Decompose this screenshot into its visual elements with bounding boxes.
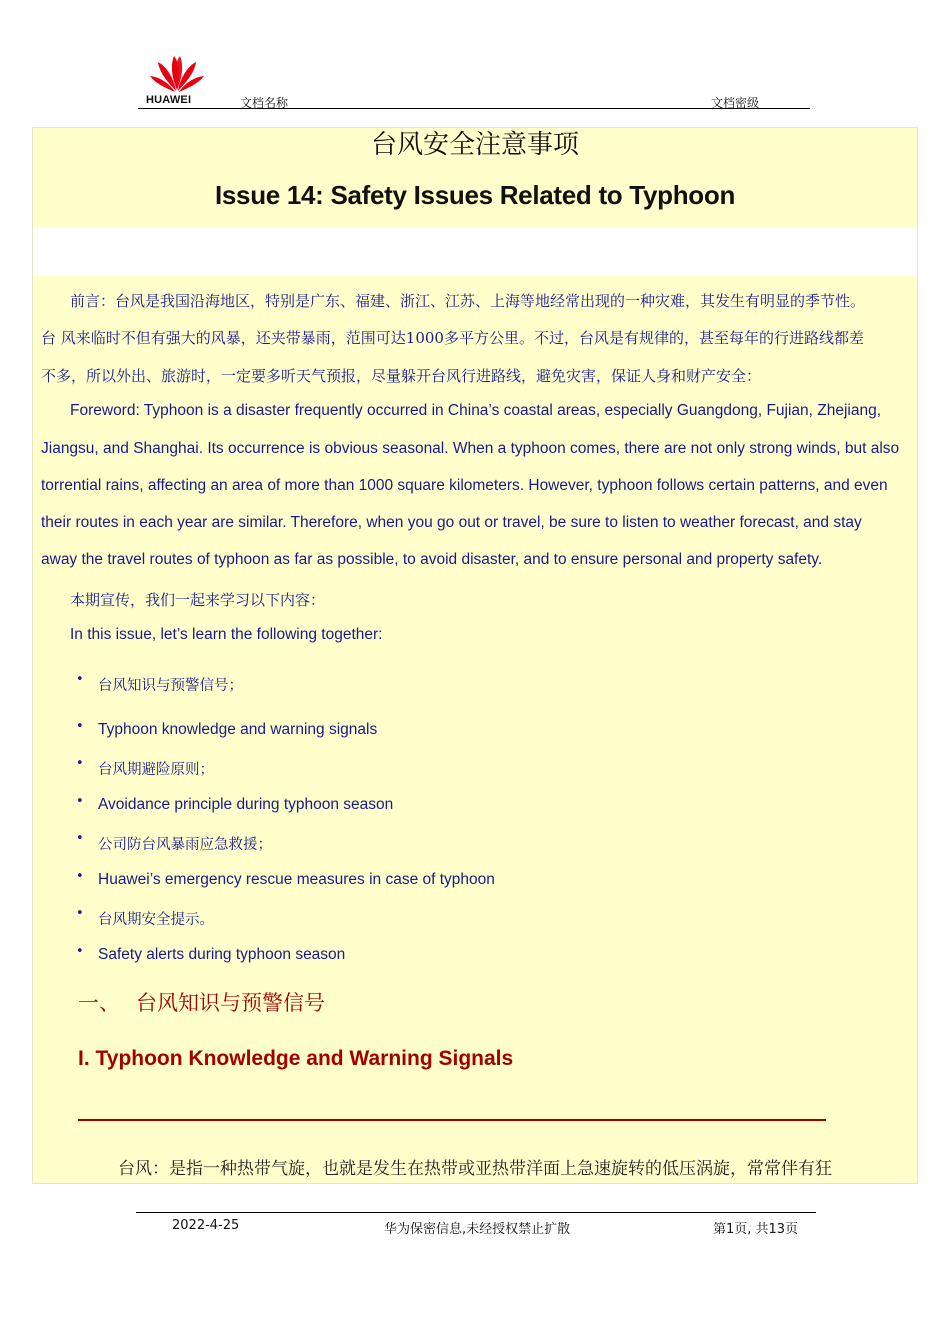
doc-security-label: 文档密级 — [711, 96, 760, 110]
bullet-icon: • — [76, 756, 84, 771]
bullet-icon: • — [76, 672, 84, 687]
logo-text: HUAWEI — [146, 94, 192, 106]
footer-date: 2022-4-25 — [172, 1218, 240, 1233]
foreword-cn-line: 前言：台风是我国沿海地区，特别是广东、福建、浙江、江苏、上海等地经常出现的一种灾难，其发生有明显的季节性。 — [70, 292, 866, 310]
foreword-en-line: torrential rains, affecting an area of more than 1000 square kilometers. However, typhoon follows certain patterns, and even — [41, 477, 888, 494]
title-chinese: 台风安全注意事项 — [370, 130, 579, 160]
topic-item: Avoidance principle during typhoon season — [98, 796, 394, 813]
section-number: 一、 — [78, 991, 120, 1015]
foreword-cn-line: 不多，所以外出、旅游时，一定要多听天气预报，尽量躲开台风行进路线，避免灾害，保证人身和财产安全： — [41, 367, 762, 385]
section-title-en: I. Typhoon Knowledge and Warning Signals — [78, 1047, 514, 1070]
topic-item: 台风期避险原则； — [98, 762, 214, 778]
foreword-en-line: their routes in each year are similar. Therefore, when you go out or travel, be sure to listen to weather forecast, and stay — [41, 514, 862, 531]
footer-confidential: 华为保密信息,未经授权禁止扩散 — [384, 1222, 571, 1237]
foreword-en-line: Foreword: Typhoon is a disaster frequently occurred in China’s coastal areas, especially Guangdong, Fujian, Zhejiang, — [70, 402, 882, 419]
doc-name-label: 文档名称 — [240, 96, 289, 110]
topic-item: Typhoon knowledge and warning signals — [98, 721, 378, 738]
topic-item: 公司防台风暴雨应急救援； — [98, 837, 272, 853]
section-title-cn: 台风知识与预警信号 — [136, 991, 325, 1015]
huawei-logo — [146, 50, 208, 106]
bullet-icon: • — [76, 794, 84, 809]
bullet-icon: • — [76, 906, 84, 921]
section-rule — [78, 1119, 826, 1121]
bullet-icon: • — [76, 831, 84, 846]
bullet-icon: • — [76, 719, 84, 734]
topic-item: 台风期安全提示。 — [98, 912, 214, 928]
topic-item: Safety alerts during typhoon season — [98, 946, 346, 963]
bullet-icon: • — [76, 869, 84, 884]
topic-item: Huawei’s emergency rescue measures in case of typhoon — [98, 871, 495, 888]
title-english: Issue 14: Safety Issues Related to Typhoon — [214, 180, 736, 210]
intro-en: In this issue, let’s learn the following together: — [70, 626, 383, 643]
bullet-icon: • — [76, 944, 84, 959]
header-rule — [138, 108, 810, 109]
footer-rule — [136, 1212, 816, 1213]
footer-page-number: 第1页, 共13页 — [713, 1222, 799, 1237]
foreword-en-line: away the travel routes of typhoon as far as possible, to avoid disaster, and to ensure personal and property safety. — [41, 551, 823, 568]
section-body: 台风：是指一种热带气旋，也就是发生在热带或亚热带洋面上急速旋转的低压涡旋，常常伴有狂 — [118, 1159, 832, 1179]
foreword-en-line: Jiangsu, and Shanghai. Its occurrence is obvious seasonal. When a typhoon comes, there are not only strong winds, but also — [41, 440, 900, 457]
foreword-cn-line: 台 风来临时不但有强大的风暴，还夹带暴雨，范围可达1000多平方公里。不过，台风是有规律的，甚至每年的行进路线都差 — [41, 329, 864, 347]
content-area — [32, 127, 918, 1184]
intro-cn: 本期宣传，我们一起来学习以下内容： — [70, 591, 326, 609]
topic-item: 台风知识与预警信号； — [98, 678, 243, 694]
white-band — [33, 228, 917, 276]
